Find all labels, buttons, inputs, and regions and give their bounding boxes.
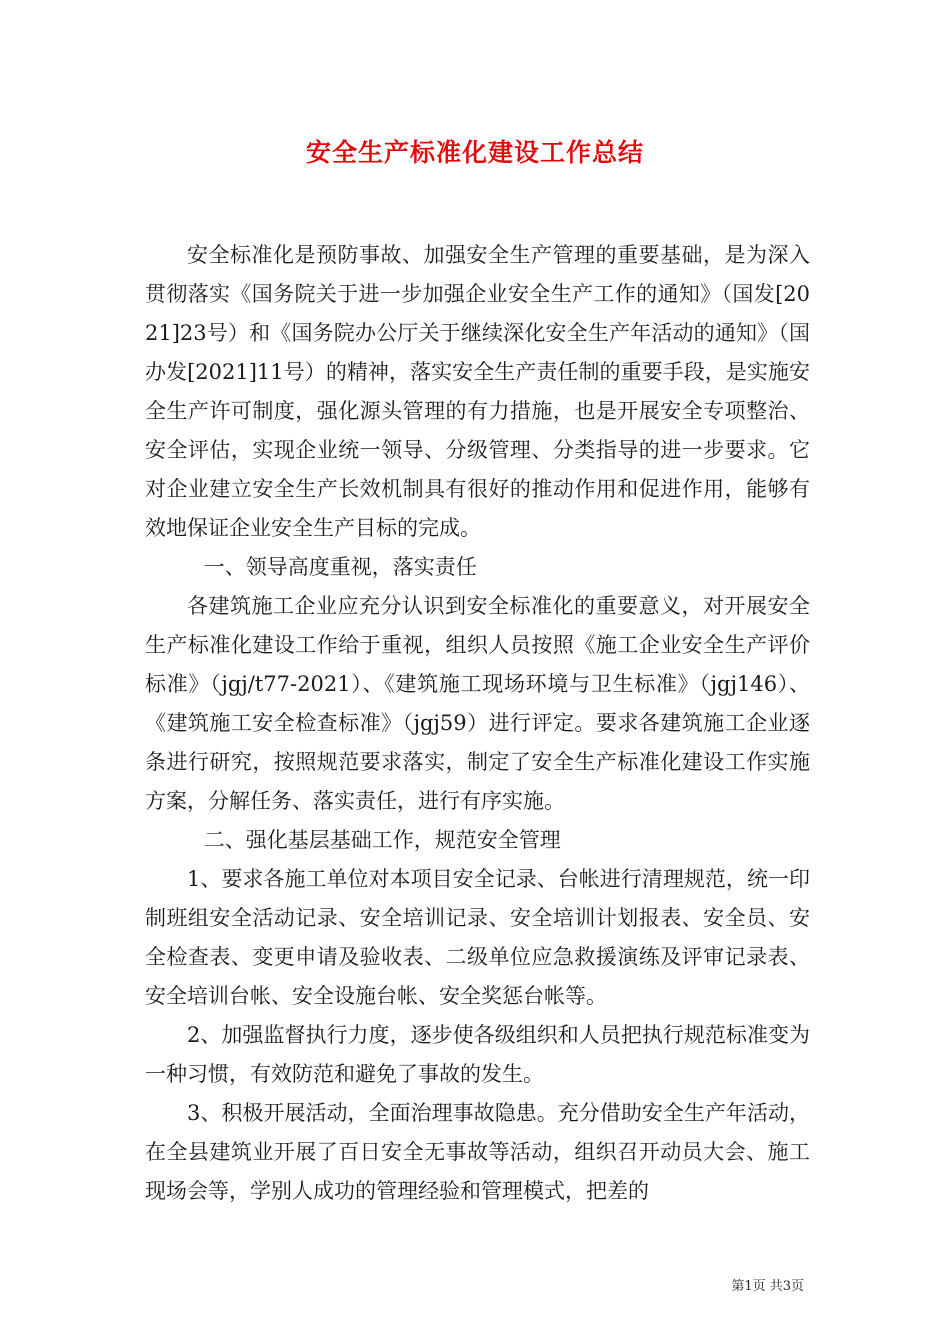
document-body [145, 236, 810, 1211]
section-2-item-2: 2、加强监督执行力度，逐步使各级组织和人员把执行规范标准变为一种习惯，有效防范和避免了事故的发生。 [145, 1023, 810, 1086]
page-number-footer: 第1页 共3页 [731, 1279, 804, 1294]
section-heading-1: 一、领导高度重视，落实责任 [203, 555, 477, 579]
section-2-item-3: 3、积极开展活动，全面治理事故隐患。充分借助安全生产年活动，在全县建筑业开展了百日安全无事故等活动，组织召开动员大会、施工现场会等，学别人成功的管理经验和管理模式，把差的 [145, 1101, 810, 1203]
section-2-item-1: 1、要求各施工单位对本项目安全记录、台帐进行清理规范，统一印制班组安全活动记录、安全培训记录、安全培训计划报表、安全员、安全检查表、变更申请及验收表、二级单位应急救援演练及评审记录表、安全培训台帐、安全设施台帐、安全奖惩台帐等。 [145, 867, 810, 1008]
section-heading-2: 二、强化基层基础工作，规范安全管理 [203, 828, 561, 852]
section-1-paragraph: 各建筑施工企业应充分认识到安全标准化的重要意义，对开展安全生产标准化建设工作给于重视，组织人员按照《施工企业安全生产评价标准》（jgj/t77-2021）、《建筑施工现场环境与卫生标准》（jgj146）、《建筑施工安全检查标准》（jgj59）进行评定。要求各建筑施工企业逐条进行研究，按照规范要求落实，制定了安全生产标准化建设工作实施方案，分解任务、落实责任，进行有序实施。 [145, 594, 810, 813]
document-title: 安全生产标准化建设工作总结 [305, 138, 644, 167]
intro-paragraph: 安全标准化是预防事故、加强安全生产管理的重要基础，是为深入贯彻落实《国务院关于进一步加强企业安全生产工作的通知》（国发[2021]23号）和《国务院办公厅关于继续深化安全生产年活动的通知》（国办发[2021]11号）的精神，落实安全生产责任制的重要手段，是实施安全生产许可制度，强化源头管理的有力措施，也是开展安全专项整治、安全评估，实现企业统一领导、分级管理、分类指导的进一步要求。它对企业建立安全生产长效机制具有很好的推动作用和促进作用，能够有效地保证企业安全生产目标的完成。 [145, 243, 810, 540]
